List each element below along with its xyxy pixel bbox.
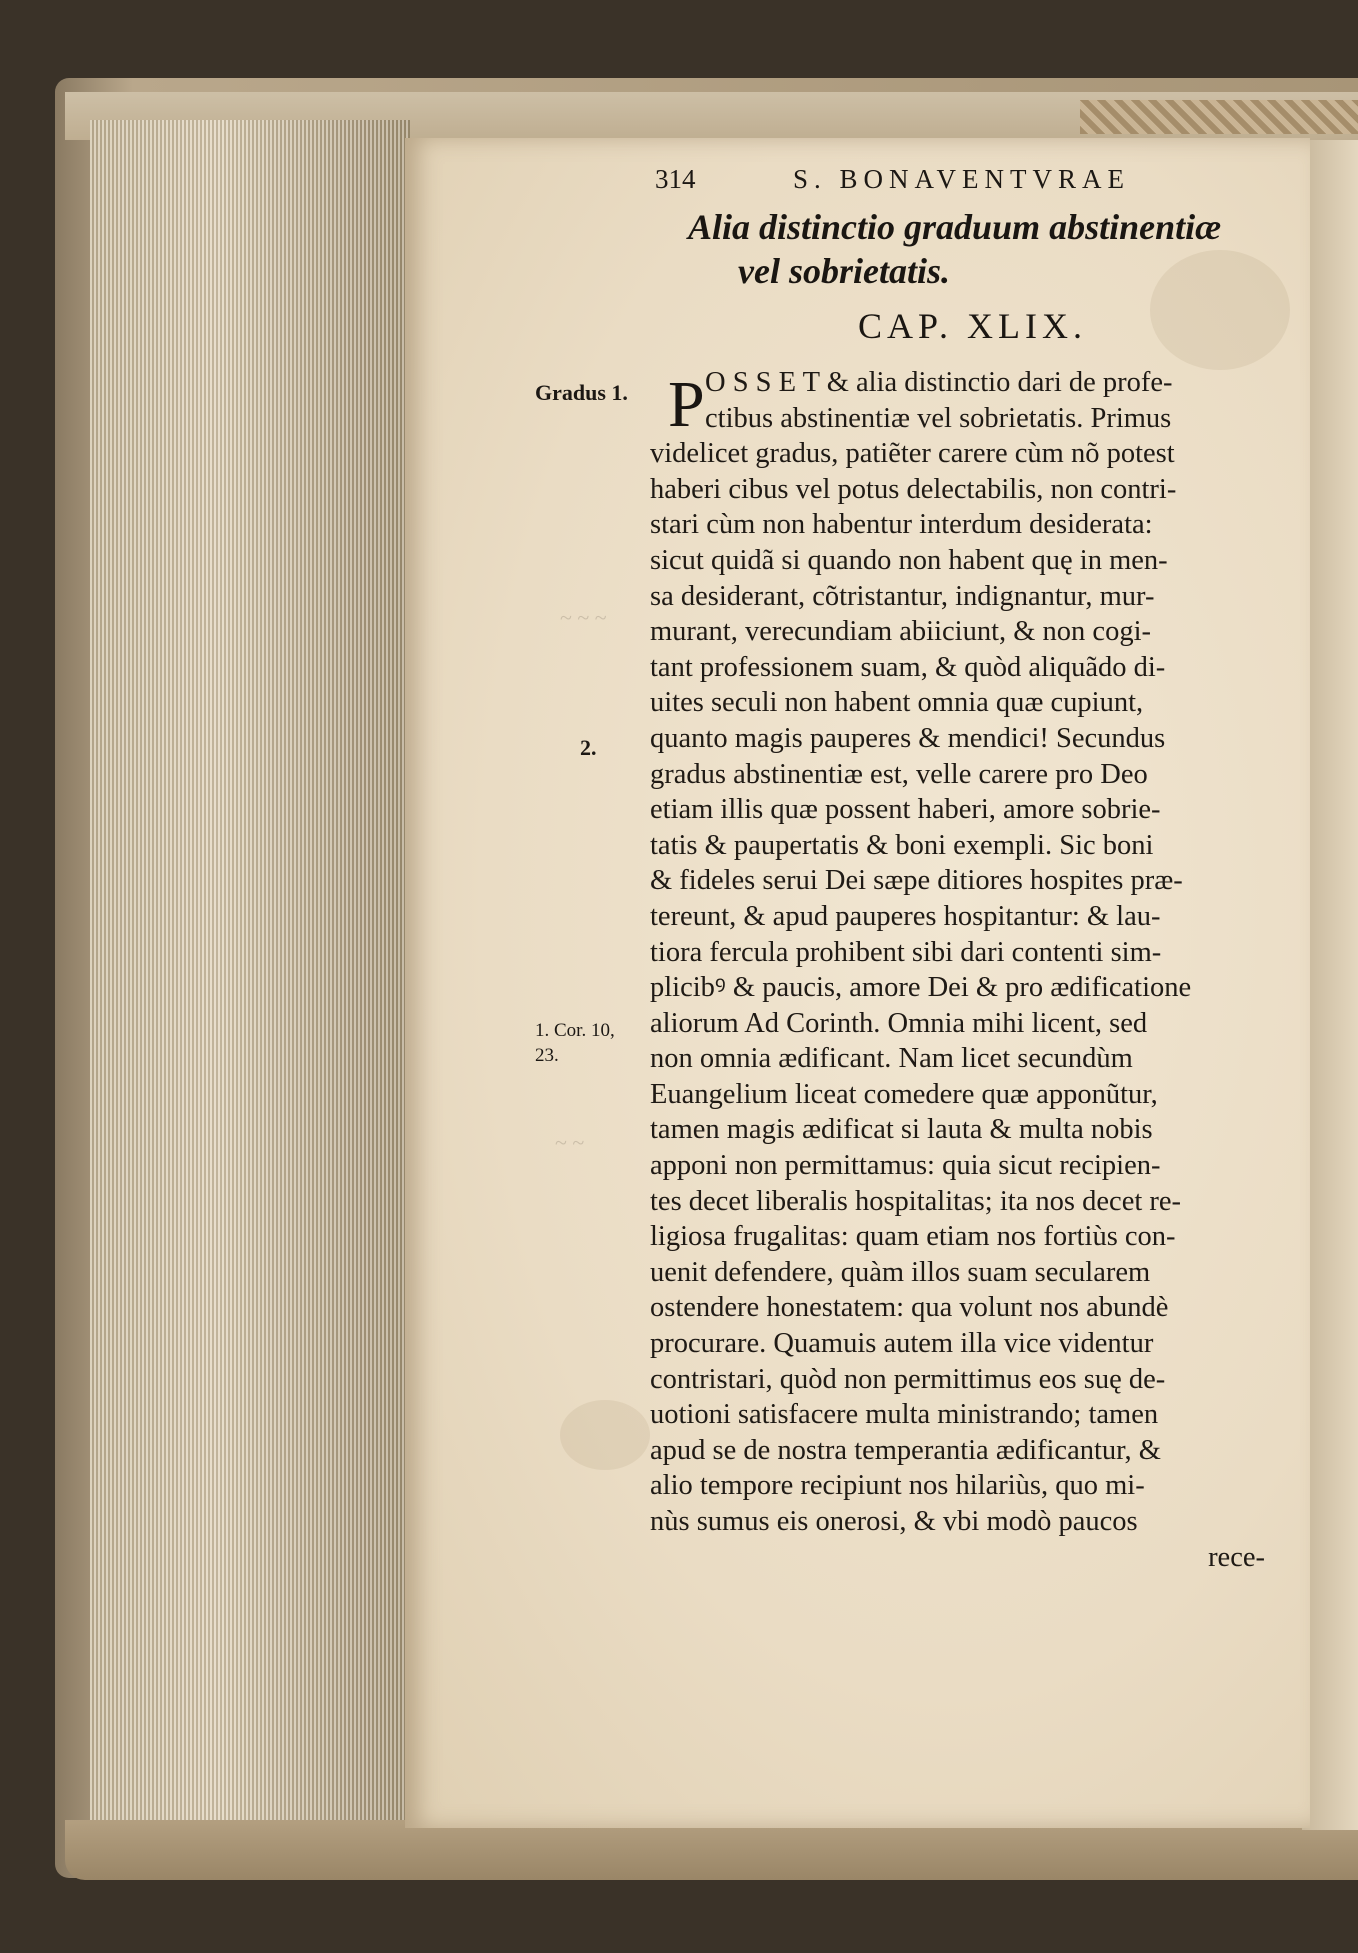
- facing-page-edge: [1302, 140, 1358, 1830]
- body-text: [650, 365, 1290, 1575]
- text-line: sicut quidã si quando non habent quę in men-: [650, 544, 1168, 576]
- text-line: tamen magis ædificat si lauta & multa nobis: [650, 1114, 1153, 1146]
- text-line: apponi non permittamus: quia sicut recipien-: [650, 1150, 1161, 1182]
- text-line: tant professionem suam, & quòd aliquãdo di-: [650, 651, 1166, 683]
- text-line: O S S E T & alia distinctio dari de profe-: [705, 367, 1173, 398]
- text-line: tiora fercula prohibent sibi dari contenti sim-: [650, 936, 1162, 968]
- text-line: murant, verecundiam abiiciunt, & non cogi-: [650, 616, 1151, 648]
- text-line: uites seculi non habent omnia quæ cupiunt,: [650, 687, 1144, 719]
- text-line: uenit defendere, quàm illos suam secularem: [650, 1256, 1151, 1288]
- margin-note-gradus-2: 2.: [580, 735, 597, 760]
- text-line: contristari, quòd non permittimus eos suę de-: [650, 1363, 1166, 1395]
- text-line: non omnia ædificant. Nam licet secundùm: [650, 1043, 1133, 1075]
- text-line: & fideles serui Dei sæpe ditiores hospites præ-: [650, 865, 1183, 897]
- show-through-mark: ~ ~ ~: [560, 605, 607, 630]
- text-line: alio tempore recipiunt nos hilariùs, quo mi-: [650, 1470, 1145, 1502]
- margin-note-reference: 1. Cor. 10,: [535, 1020, 615, 1041]
- text-line: videlicet gradus, patiẽter carere cùm nõ potest: [650, 438, 1175, 470]
- text-line: etiam illis quæ possent haberi, amore sobrie-: [650, 794, 1161, 826]
- drop-cap: P: [668, 368, 705, 441]
- text-line: plicibꝰ & paucis, amore Dei & pro ædificatione: [650, 972, 1192, 1004]
- page-number: 314: [655, 164, 696, 194]
- headband: [1080, 100, 1358, 134]
- text-line: tereunt, & apud pauperes hospitantur: & lau-: [650, 900, 1161, 932]
- chapter-title: [688, 205, 1308, 293]
- text-line: nùs sumus eis onerosi, & vbi modò paucos: [650, 1506, 1138, 1537]
- text-line: procurare. Quamuis autem illa vice videntur: [650, 1328, 1154, 1360]
- paper-stain: [560, 1400, 650, 1470]
- text-line: ostendere honestatem: qua volunt nos abundè: [650, 1292, 1169, 1324]
- text-line: quanto magis pauperes & mendici! Secundus: [650, 722, 1166, 754]
- text-line: stari cùm non habentur interdum desiderata:: [650, 509, 1153, 541]
- bottom-cover-edge: [65, 1820, 1358, 1880]
- show-through-mark: ~ ~: [555, 1130, 585, 1155]
- page-block-edge: [90, 120, 410, 1840]
- text-line: ligiosa frugalitas: quam etiam nos fortiùs con-: [650, 1221, 1176, 1253]
- text-line: haberi cibus vel potus delectabilis, non contri-: [650, 473, 1177, 505]
- text-line: aliorum Ad Corinth. Omnia mihi licent, sed: [650, 1007, 1148, 1039]
- text-line: tes decet liberalis hospitalitas; ita nos decet re-: [650, 1185, 1182, 1217]
- text-line: apud se de nostra temperantia ædificantur, &: [650, 1434, 1161, 1466]
- text-line: sa desiderant, cõtristantur, indignantur, mur-: [650, 580, 1155, 612]
- margin-note-reference-verse: 23.: [535, 1045, 559, 1066]
- chapter-number: CAP. XLIX.: [858, 306, 1088, 346]
- margin-note-gradus-1: Gradus 1.: [535, 380, 628, 405]
- text-line: ctibus abstinentiæ vel sobrietatis. Primus: [705, 402, 1172, 434]
- text-line: gradus abstinentiæ est, velle carere pro Deo: [650, 758, 1148, 790]
- running-head-title: S. BONAVENTVRAE: [793, 164, 1131, 194]
- catchword: rece-: [1208, 1541, 1265, 1573]
- text-line: uotioni satisfacere multa ministrando; tamen: [650, 1399, 1159, 1431]
- chapter-title-line-2: vel sobrietatis.: [738, 251, 950, 291]
- text-line: tatis & paupertatis & boni exempli. Sic boni: [650, 829, 1154, 861]
- running-head: [655, 160, 1215, 200]
- text-line: Euangelium liceat comedere quæ apponũtur,: [650, 1078, 1158, 1110]
- chapter-title-line-1: Alia distinctio graduum abstinentiæ: [688, 207, 1222, 247]
